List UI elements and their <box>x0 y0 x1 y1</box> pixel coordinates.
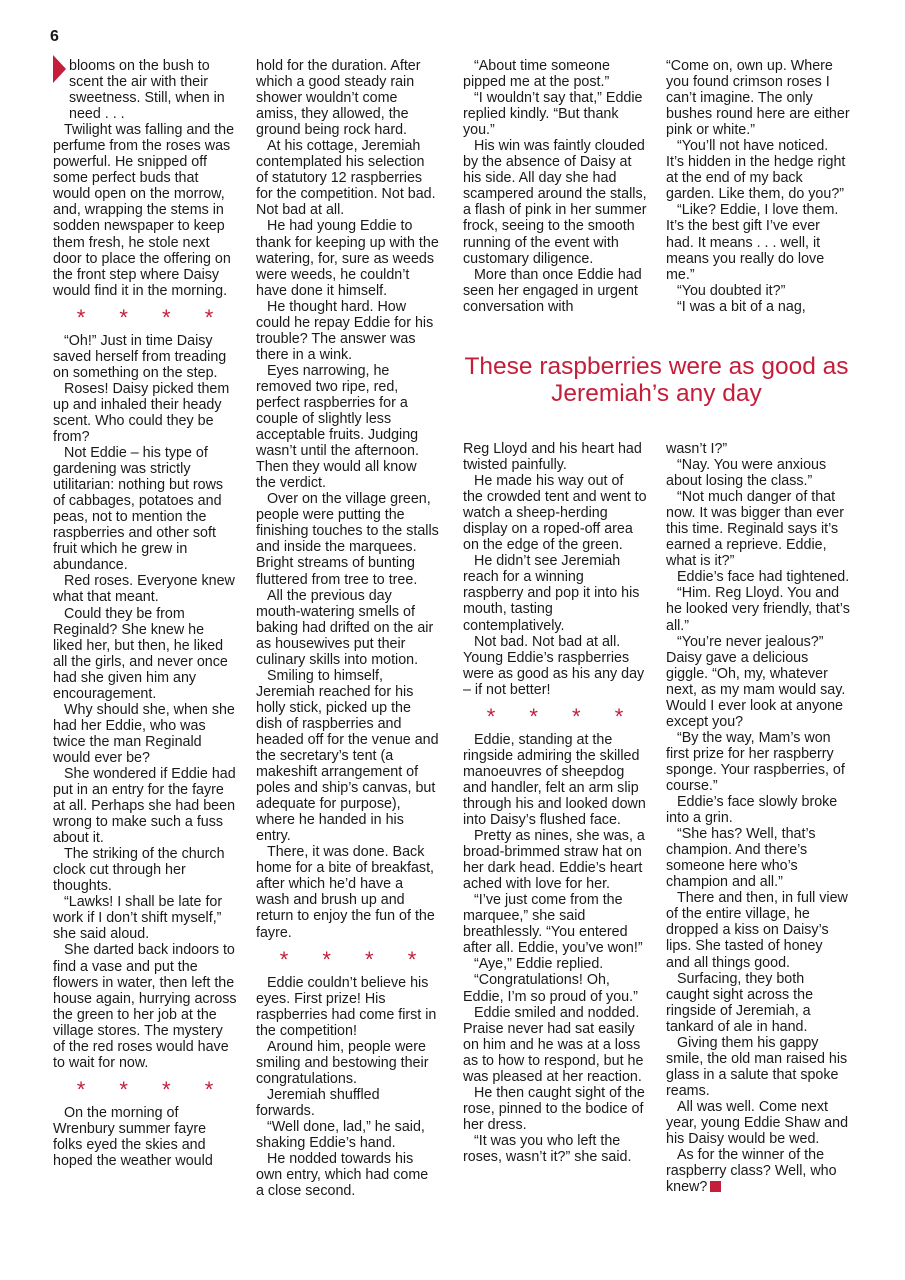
paragraph: At his cottage, Jeremiah contemplated his selection of statutory 12 raspberries for the competition. Not bad. Not bad at all. <box>256 138 436 219</box>
paragraph: “Lawks! I shall be late for work if I don’t shift myself,” she said aloud. <box>53 894 223 943</box>
paragraph: Around him, people were smiling and bestowing their congratulations. <box>256 1038 429 1087</box>
paragraph: Roses! Daisy picked them up and inhaled their heady scent. Who could they be from? <box>53 380 230 445</box>
text-column-1 <box>53 58 237 1169</box>
text-column-3-top <box>463 58 647 315</box>
paragraph: Eddie couldn’t believe his eyes. First prize! His raspberries had come first in the competition! <box>256 974 437 1039</box>
page-number: 6 <box>50 28 59 45</box>
paragraph: “It was you who left the roses, wasn’t it?” she said. <box>463 1132 632 1165</box>
paragraph: “By the way, Mam’s won first prize for her raspberry sponge. Your raspberries, of course.” <box>666 729 845 794</box>
paragraph: “She has? Well, that’s champion. And there’s someone here who’s champion and all.” <box>666 826 816 891</box>
paragraph-text: As for the winner of the raspberry class? Well, who knew? <box>666 1147 837 1196</box>
paragraph: “Like? Eddie, I love them. It’s the best gift I’ve ever had. It means . . . well, it means you really do love me.” <box>666 202 839 283</box>
paragraph: Surfacing, they both caught sight across the ringside of Jeremiah, a tankard of ale in hand. <box>666 970 814 1035</box>
paragraph: He then caught sight of the rose, pinned to the bodice of her dress. <box>463 1084 645 1133</box>
paragraph: All the previous day mouth-watering smells of baking had drifted on the air as housewives put their culinary skills into motion. <box>256 587 434 668</box>
paragraph: “Oh!” Just in time Daisy saved herself from treading on something on the step. <box>53 332 227 381</box>
section-separator: * * * * <box>279 946 431 972</box>
paragraph: She darted back indoors to find a vase and put the flowers in water, then left the house again, hurrying across the green to her job at the village stores. The mystery of the red roses would have to wait for now. <box>53 942 237 1071</box>
paragraph: There, it was done. Back home for a bite of breakfast, after which he’d have a wash and brush up and return to enjoy the fun of the fayre. <box>256 844 435 941</box>
paragraph: “About time someone pipped me at the post.” <box>463 58 610 91</box>
paragraph: “You doubted it?” <box>677 282 786 299</box>
paragraph: Not Eddie – his type of gardening was strictly utilitarian: nothing but rows of cabbages, potatoes and peas, not to mention the raspberries and other soft fruit which he grew in abundance. <box>53 445 224 574</box>
paragraph: She wondered if Eddie had put in an entry for the fayre at all. Perhaps she had been wrong to make such a fuss about it. <box>53 765 236 847</box>
section-separator: * * * * <box>76 304 228 330</box>
paragraph: “Congratulations! Oh, Eddie, I’m so proud of you.” <box>463 972 638 1005</box>
paragraph: Eddie, standing at the ringside admiring the skilled manoeuvres of sheepdog and handler, felt an arm slip through his and looked down into Daisy’s flushed face. <box>463 731 646 828</box>
paragraph: Eddie’s face slowly broke into a grin. <box>666 794 838 827</box>
paragraph: Red roses. Everyone knew what that meant. <box>53 573 235 606</box>
paragraph: His win was faintly clouded by the absence of Daisy at his side. All day she had scampered around the stalls, a flash of pink in her summer frock, seeing to the smooth running of the event with customary diligence. <box>463 138 647 267</box>
paragraph: Smiling to himself, Jeremiah reached for his holly stick, picked up the dish of raspberries and headed off for the venue and the secretary’s tent (a makeshift arrangement of poles and ship’s canvas, but adequate for purpose), where he handed in his entry. <box>256 667 439 845</box>
paragraph: “Nay. You were anxious about losing the class.” <box>666 457 827 490</box>
paragraph: More than once Eddie had seen her engaged in urgent conversation with <box>463 266 642 315</box>
pull-quote: These raspberries were as good as Jeremiah’s any day <box>464 353 849 407</box>
paragraph: “Aye,” Eddie replied. <box>474 956 604 973</box>
paragraph: “I was a bit of a nag, <box>677 298 806 315</box>
text-column-2 <box>256 58 440 1199</box>
paragraph: He nodded towards his own entry, which had come a close second. <box>256 1151 429 1200</box>
paragraph: Over on the village green, people were putting the finishing touches to the stalls and inside the marquees. Bright streams of bunting fluttered from tree to tree. <box>256 491 439 588</box>
paragraph: “Come on, own up. Where you found crimson roses I can’t imagine. The only bushes round here are either pink or white.” <box>666 58 850 139</box>
paragraph: “Not much danger of that now. It was bigger than ever this time. Reginald says it’s earned a reprieve. Eddie, what is it?” <box>666 489 845 570</box>
paragraph: Pretty as nines, she was, a broad-brimmed straw hat on her dark head. Eddie’s heart ached with love for her. <box>463 828 645 893</box>
paragraph: All was well. Come next year, young Eddie Shaw and his Daisy would be wed. <box>666 1098 849 1148</box>
section-separator: * * * * <box>486 703 638 729</box>
text-column-3-bottom <box>463 441 647 1165</box>
paragraph: Eddie smiled and nodded. Praise never had sat easily on him and he was at a loss as to how to respond, but he was pleased at her reaction. <box>463 1004 644 1085</box>
end-of-story-icon <box>710 1181 721 1192</box>
paragraph: Eddie’s face had tightened. <box>677 569 850 586</box>
section-separator: * * * * <box>76 1076 228 1102</box>
paragraph: “You’ll not have noticed. It’s hidden in the hedge right at the end of my back garden. Like them, do you?” <box>666 138 846 203</box>
paragraph: Why should she, when she had her Eddie, who was twice the man Reginald would ever be? <box>53 701 235 766</box>
paragraph: The striking of the church clock cut through her thoughts. <box>53 846 225 895</box>
paragraph: “Well done, lad,” he said, shaking Eddie’s hand. <box>256 1119 425 1152</box>
paragraph: Could they be from Reginald? She knew he liked her, but then, he liked all the girls, and never once had she given him any encouragement. <box>53 605 228 702</box>
paragraph: He made his way out of the crowded tent and went to watch a sheep-herding display on a roped-off area on the edge of the green. <box>463 473 647 554</box>
text-column-4-top <box>666 58 850 315</box>
paragraph: “I’ve just come from the marquee,” she said breathlessly. “You entered after all. Eddie, you’ve won!” <box>463 892 643 957</box>
paragraph: Eyes narrowing, he removed two ripe, red, perfect raspberries for a couple of slightly less acceptable fruits. Judging wasn’t until the afternoon. Then they would all know the verdict. <box>256 362 419 492</box>
last-paragraph <box>666 1147 850 1195</box>
paragraph: “You’re never jealous?” Daisy gave a delicious giggle. “Oh, my, whatever next, as my mam would say. Would I ever look at anyone except you? <box>666 633 846 730</box>
paragraph: Twilight was falling and the perfume from the roses was powerful. He snipped off some perfect buds that would open on the morrow, and, wrapping the stems in sodden newspaper to keep them fresh, he stole next door to place the offering on the front step where Daisy would find it in the morning. <box>53 122 235 299</box>
paragraph: He thought hard. How could he repay Eddie for his trouble? The answer was there in a wink. <box>256 298 434 363</box>
paragraph: “Him. Reg Lloyd. You and he looked very friendly, that’s all.” <box>666 585 850 634</box>
paragraph: Reg Lloyd and his heart had twisted painfully. <box>463 441 642 474</box>
paragraph: He didn’t see Jeremiah reach for a winning raspberry and pop it into his mouth, tasting contemplatively. <box>463 553 640 634</box>
paragraph: hold for the duration. After which a good steady rain shower wouldn’t come amiss, they allowed, the ground being rock hard. <box>256 58 421 139</box>
paragraph: On the morning of Wrenbury summer fayre folks eyed the skies and hoped the weather would <box>53 1104 213 1169</box>
paragraph: Giving them his gappy smile, the old man raised his glass in a salute that spoke reams. <box>666 1034 848 1099</box>
paragraph: wasn’t I?” <box>666 441 728 457</box>
paragraph: blooms on the bush to scent the air with their sweetness. Still, when in need . . . <box>69 58 225 123</box>
paragraph: There and then, in full view of the entire village, he dropped a kiss on Daisy’s lips. She tasted of honey and all things good. <box>666 890 848 971</box>
text-column-4-bottom <box>666 441 850 1195</box>
paragraph: Not bad. Not bad at all. Young Eddie’s raspberries were as good as his any day – if not better! <box>463 633 645 698</box>
paragraph: Jeremiah shuffled forwards. <box>256 1086 380 1119</box>
paragraph: “I wouldn’t say that,” Eddie replied kindly. “But thank you.” <box>463 90 643 139</box>
paragraph: He had young Eddie to thank for keeping up with the watering, for, sure as weeds were weeds, he couldn’t have done it himself. <box>256 218 439 299</box>
